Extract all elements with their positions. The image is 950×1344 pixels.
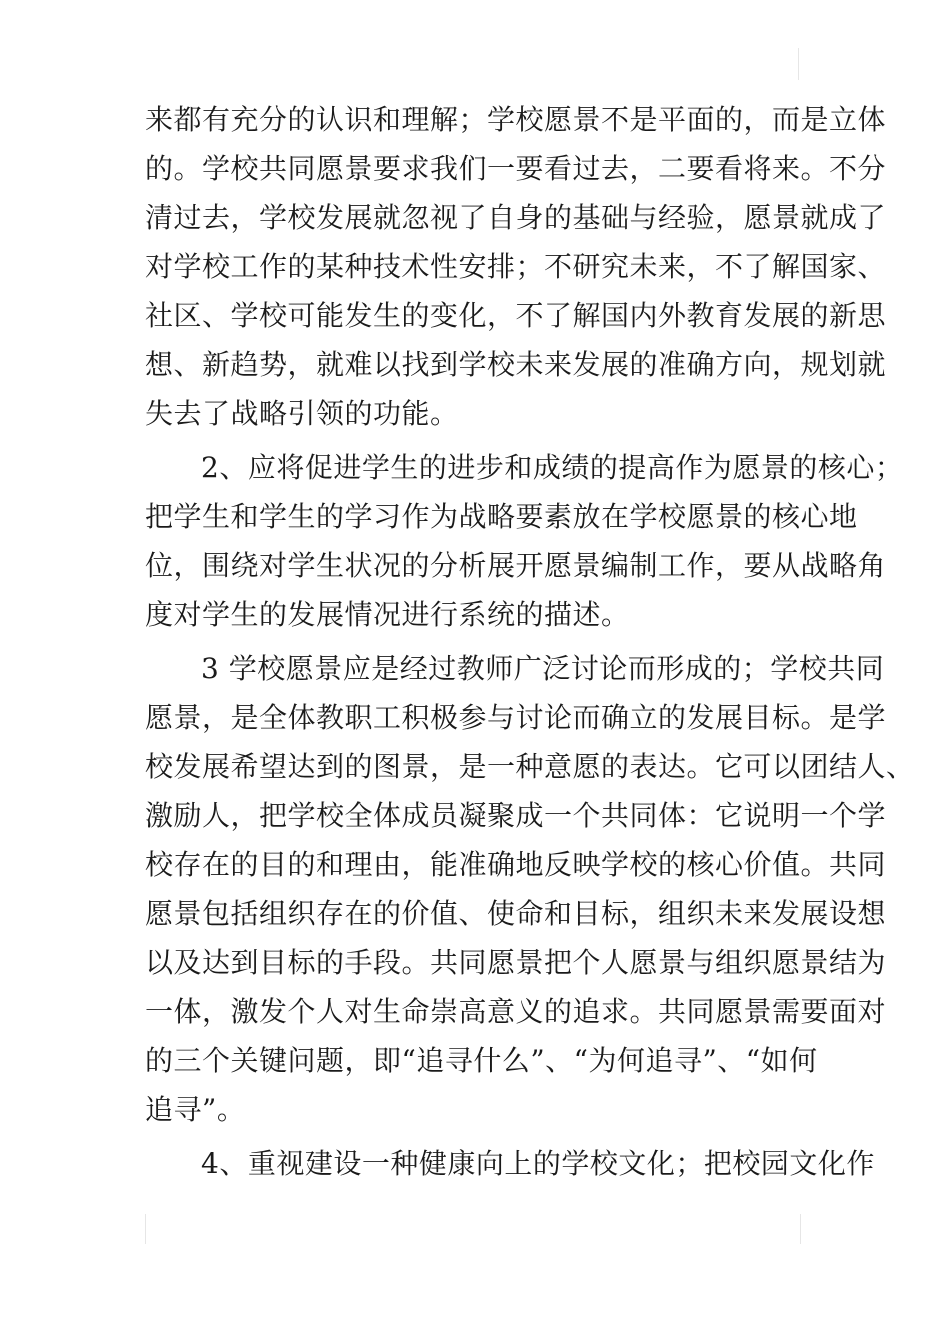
page-corner-mark-bottom-left [145, 1214, 146, 1244]
paragraph-line: 一体，激发个人对生命崇高意义的追求。共同愿景需要面对 [145, 995, 887, 1028]
paragraph-line: 失去了战略引领的功能。 [145, 397, 459, 430]
paragraph-line: 校存在的目的和理由，能准确地反映学校的核心价值。共同 [145, 848, 887, 881]
paragraph-line: 想、新趋势，就难以找到学校未来发展的准确方向，规划就 [145, 348, 887, 381]
paragraph-line: 以及达到目标的手段。共同愿景把个人愿景与组织愿景结为 [145, 946, 887, 979]
paragraph-line: 把学生和学生的学习作为战略要素放在学校愿景的核心地 [145, 500, 858, 533]
paragraph-line: 2、应将促进学生的进步和成绩的提高作为愿景的核心； [201, 451, 904, 484]
page-corner-mark-bottom-right [800, 1214, 801, 1244]
paragraph-line: 激励人，把学校全体成员凝聚成一个共同体：它说明一个学 [145, 799, 887, 832]
paragraph-line: 清过去，学校发展就忽视了自身的基础与经验，愿景就成了 [145, 201, 887, 234]
paragraph-line: 4、重视建设一种健康向上的学校文化；把校园文化作 [201, 1147, 875, 1180]
paragraph-line: 3 学校愿景应是经过教师广泛讨论而形成的；学校共同 [201, 652, 885, 685]
paragraph-line: 的三个关键问题，即“追寻什么”、“为何追寻”、“如何 [145, 1044, 818, 1077]
paragraph-line: 社区、学校可能发生的变化，不了解国内外教育发展的新思 [145, 299, 887, 332]
paragraph-line: 对学校工作的某种技术性安排；不研究未来，不了解国家、 [145, 250, 887, 283]
paragraph-line: 位，围绕对学生状况的分析展开愿景编制工作，要从战略角 [145, 549, 887, 582]
paragraph-line: 愿景，是全体教职工积极参与讨论而确立的发展目标。是学 [145, 701, 887, 734]
paragraph-line: 校发展希望达到的图景，是一种意愿的表达。它可以团结人、 [145, 750, 915, 783]
paragraph-line: 追寻”。 [145, 1093, 246, 1126]
paragraph-line: 度对学生的发展情况进行系统的描述。 [145, 598, 630, 631]
paragraph-line: 来都有充分的认识和理解；学校愿景不是平面的，而是立体 [145, 103, 887, 136]
paragraph-line: 愿景包括组织存在的价值、使命和目标，组织未来发展设想 [145, 897, 887, 930]
page-corner-mark-top-right [798, 48, 799, 80]
paragraph-line: 的。学校共同愿景要求我们一要看过去，二要看将来。不分 [145, 152, 887, 185]
